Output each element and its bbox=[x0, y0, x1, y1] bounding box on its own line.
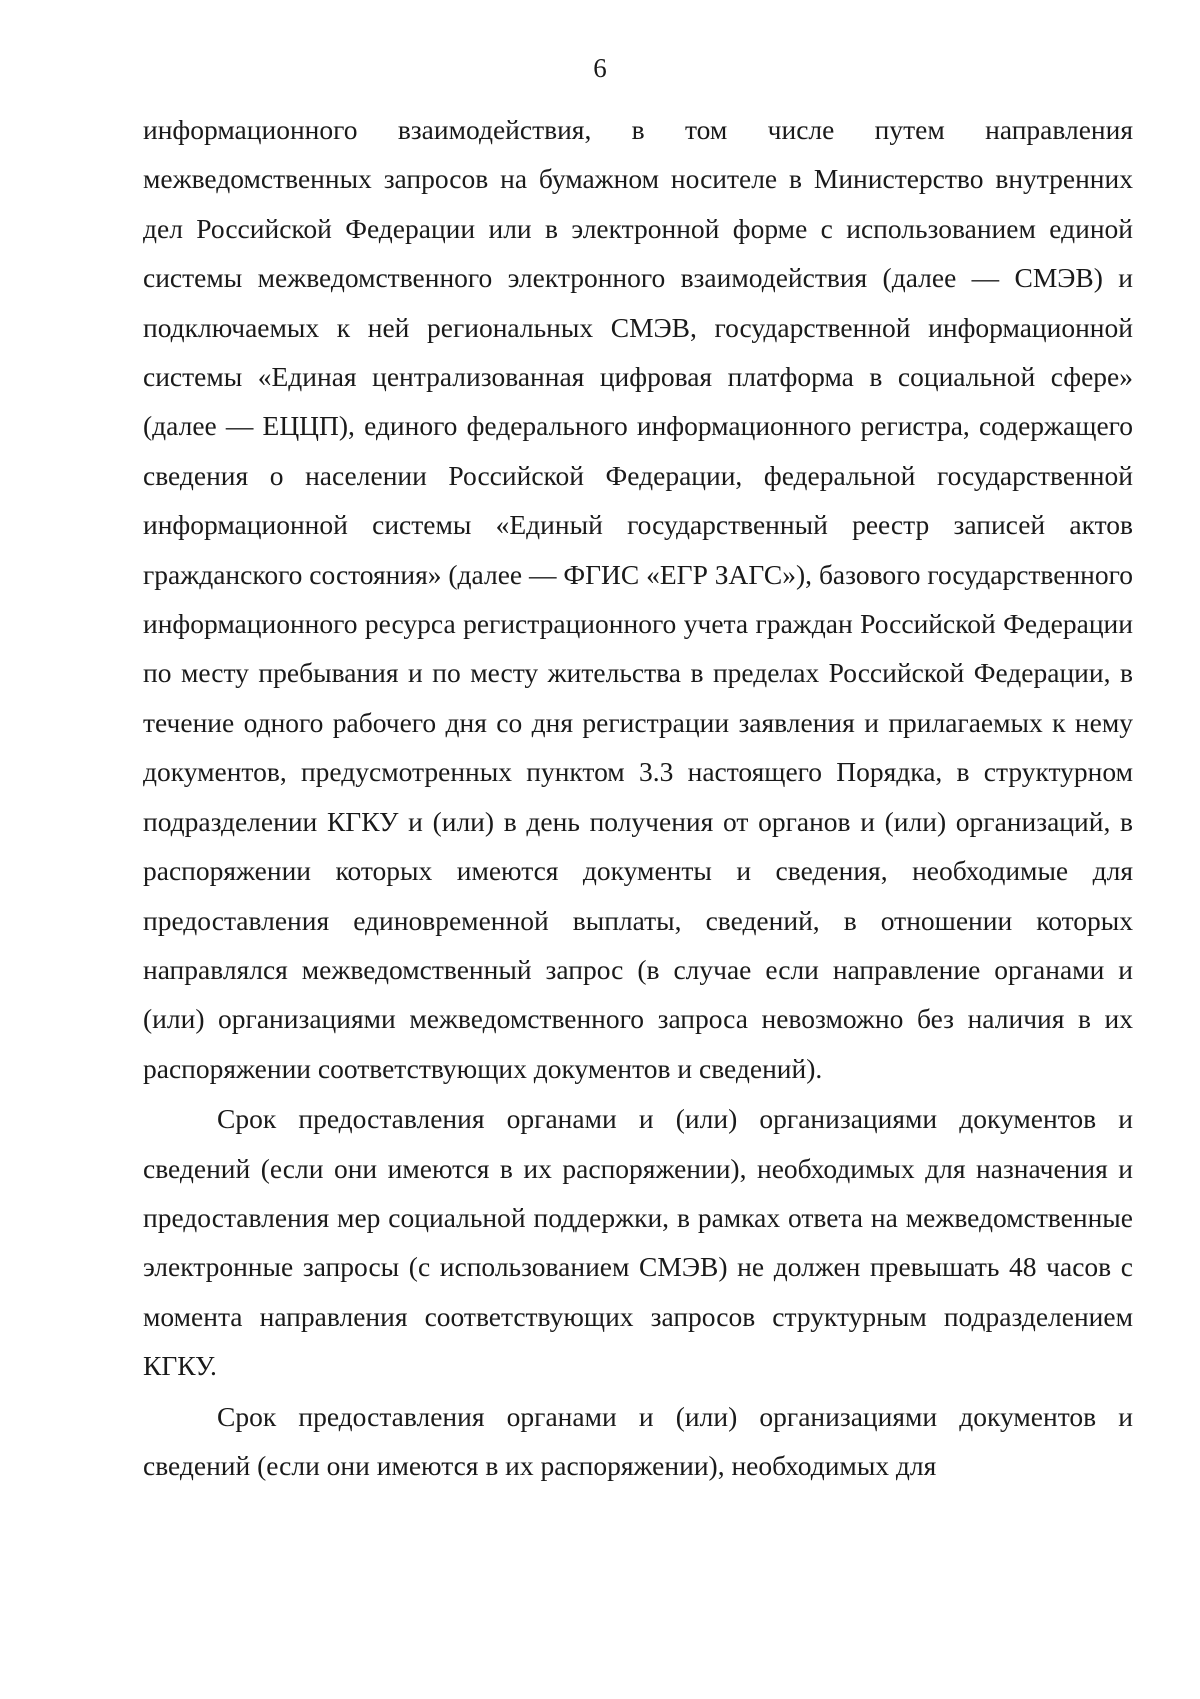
page-number: 6 bbox=[593, 53, 607, 83]
paragraph-response-deadline-continued: Срок предоставления органами и (или) организациями документов и сведений (если они имеются в их распоряжении), необходимых для bbox=[143, 1400, 1133, 1481]
paragraph-response-deadline: Срок предоставления органами и (или) организациями документов и сведений (если они имеются в их распоряжении), необходимых для назначения и предоставления мер социальной поддержки, в рамках ответа на межведомственные электронные запросы (с использованием СМЭВ) не должен превышать 48 часов с момента направления соответствующих запросов структурным подразделением КГКУ. bbox=[143, 1103, 1133, 1382]
document-body bbox=[143, 105, 1133, 1490]
paragraph-continuation: информационного взаимодействия, в том числе путем направления межведомственных запросов на бумажном носителе в Министерство внутренних дел Российской Федерации или в электронной форме с использованием единой системы межведомственного электронного взаимодействия (далее — СМЭВ) и подключаемых к ней региональных СМЭВ, государственной информационной системы «Единая централизованная цифровая платформа в социальной сфере» (далее — ЕЦЦП), единого федерального информационного регистра, содержащего сведения о населении Российской Федерации, федеральной государственной информационной системы «Единый государственный реестр записей актов гражданского состояния» (далее — ФГИС «ЕГР ЗАГС»), базового государственного информационного ресурса регистрационного учета граждан Российской Федерации по месту пребывания и по месту жительства в пределах Российской Федерации, в течение одного рабочего дня со дня регистрации заявления и прилагаемых к нему документов, предусмотренных пунктом 3.3 настоящего Порядка, в структурном подразделении КГКУ и (или) в день получения от органов и (или) организаций, в распоряжении которых имеются документы и сведения, необходимые для предоставления единовременной выплаты, сведений, в отношении которых направлялся межведомственный запрос (в случае если направление органами и (или) организациями межведомственного запроса невозможно без наличия в их распоряжении соответствующих документов и сведений). bbox=[143, 114, 1133, 1084]
